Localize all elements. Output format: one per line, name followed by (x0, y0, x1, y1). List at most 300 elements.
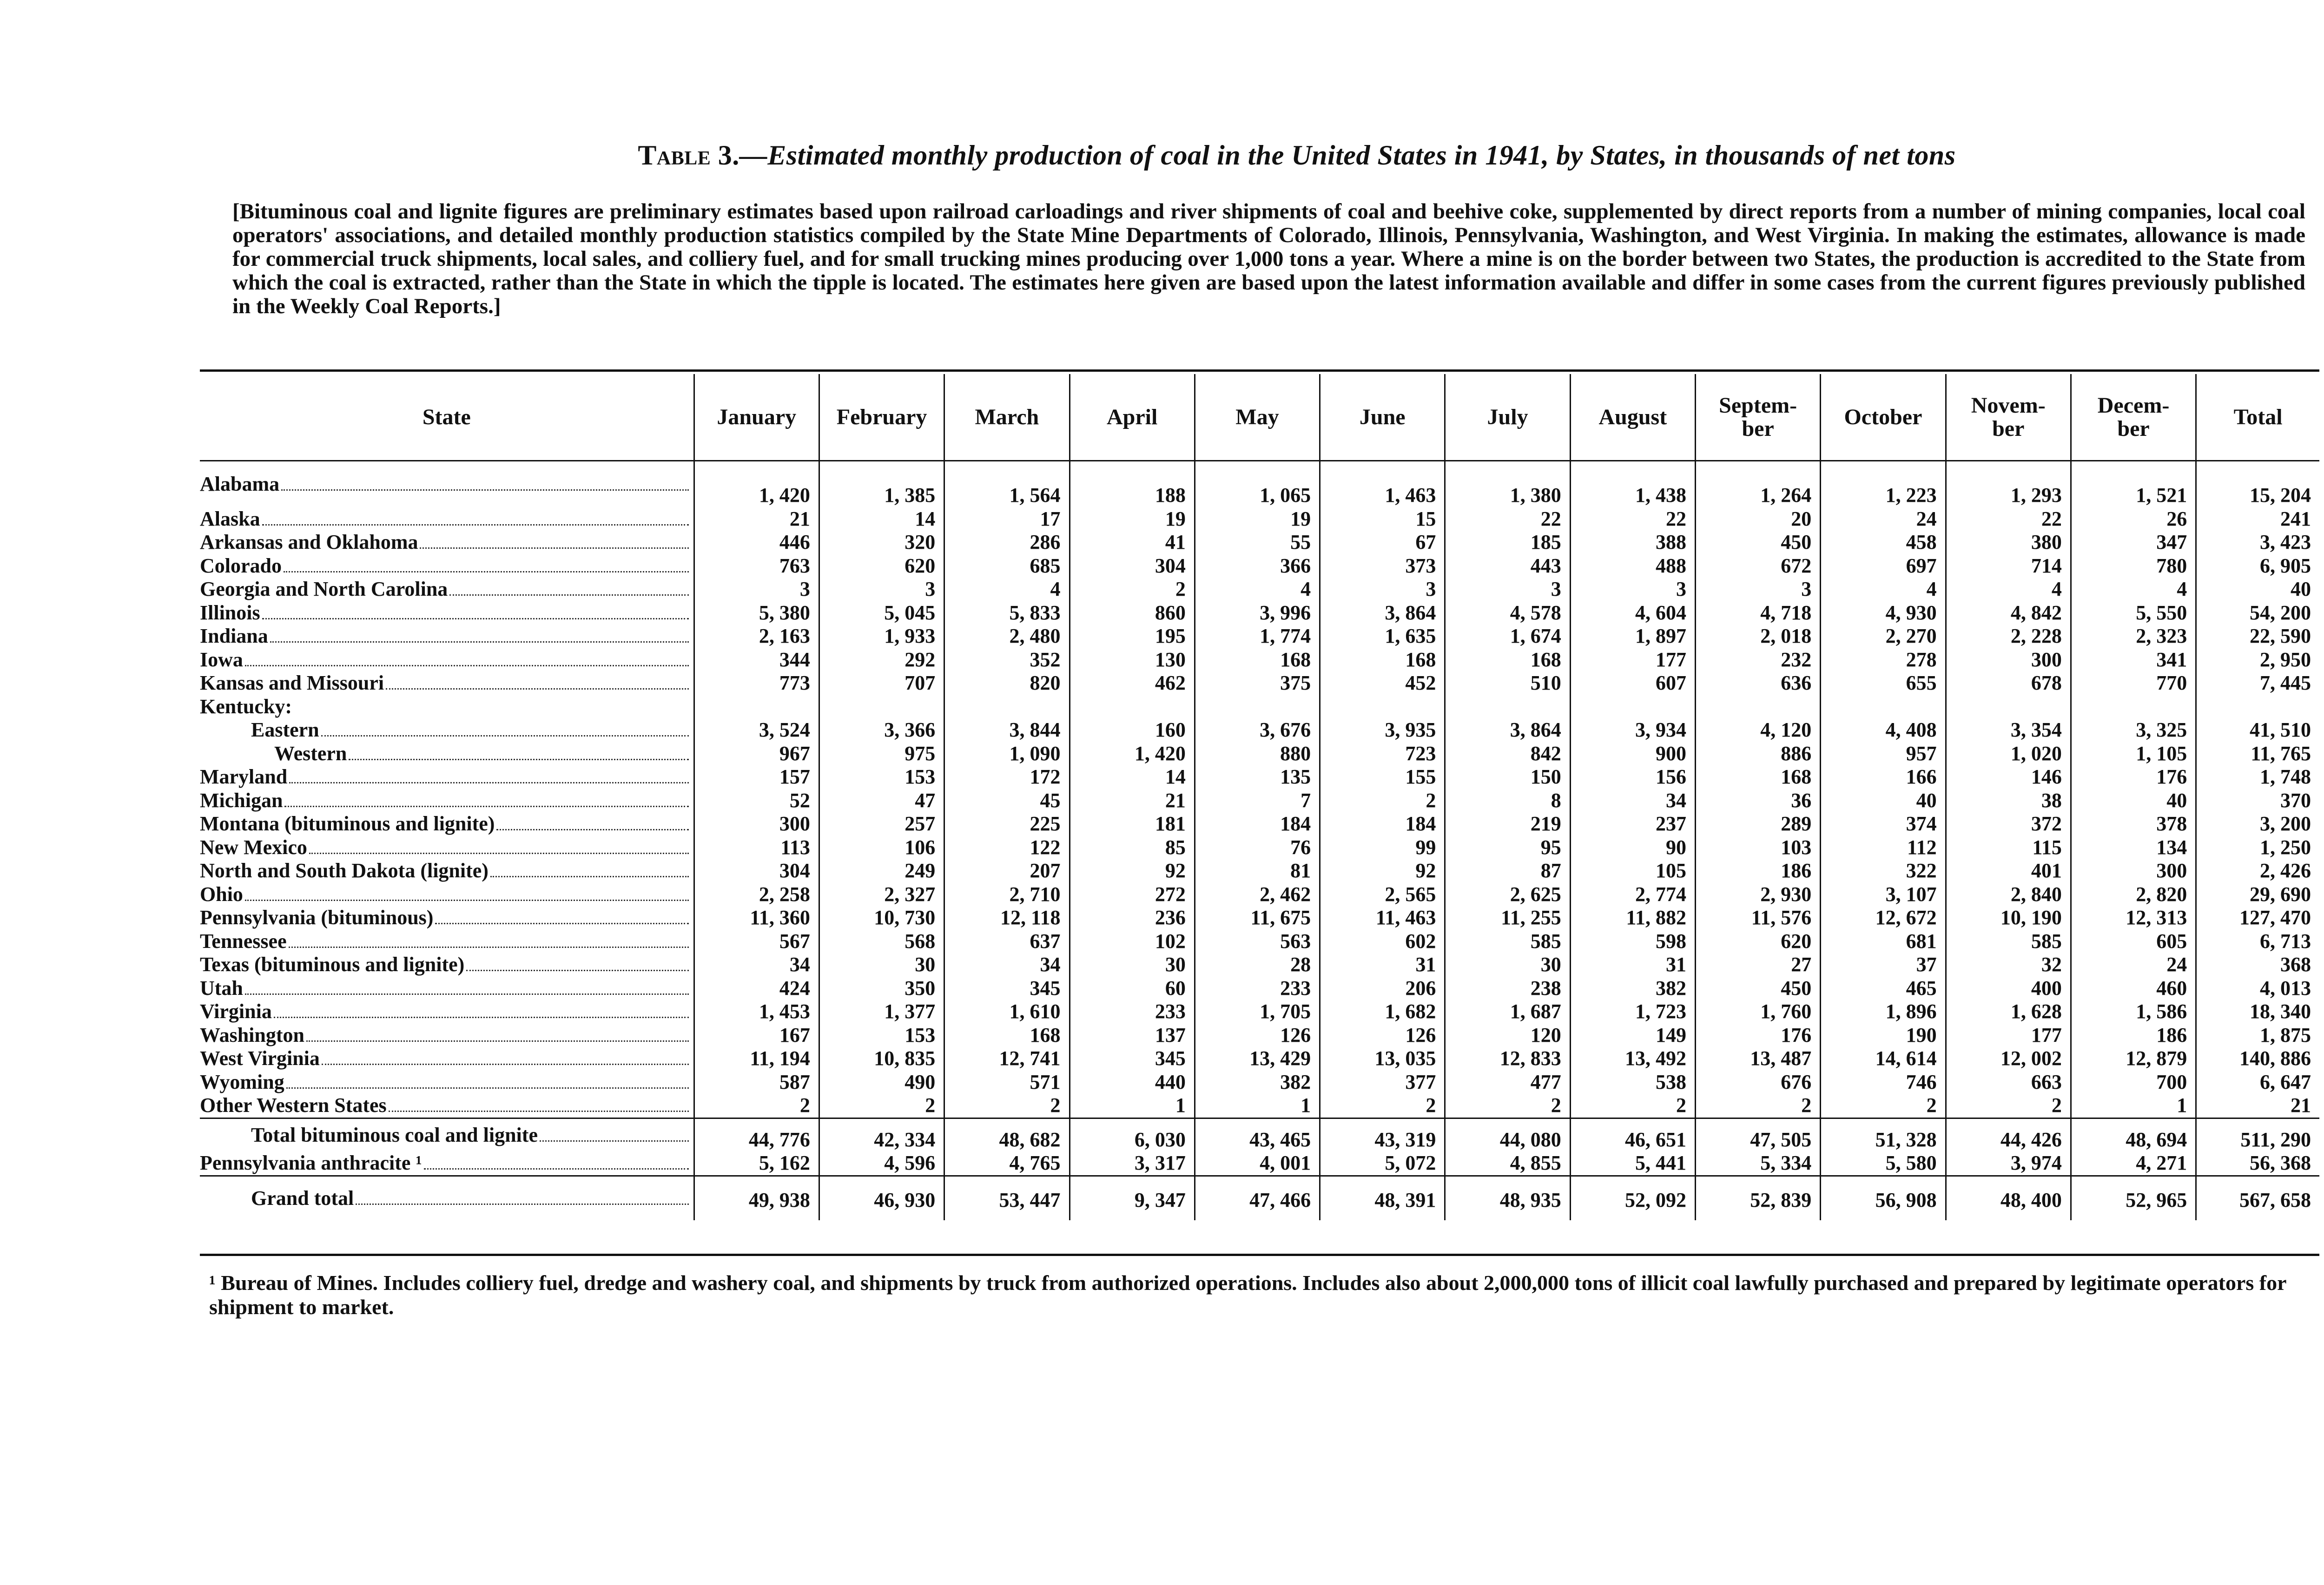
value-cell: 3 (694, 578, 819, 601)
value-cell: 15 (1320, 507, 1445, 531)
value-cell (2071, 695, 2196, 719)
value-cell: 11, 576 (1696, 906, 1821, 930)
value-cell: 232 (1696, 648, 1821, 672)
value-cell: 87 (1445, 859, 1570, 883)
state-name: Eastern (251, 718, 319, 742)
state-name: Utah (200, 976, 243, 1000)
value-cell: 1, 705 (1195, 1000, 1320, 1024)
value-cell: 1 (2071, 1094, 2196, 1118)
table-row (200, 906, 2319, 930)
column-header: October (1821, 374, 1946, 461)
value-cell: 1, 090 (944, 742, 1070, 766)
dot-leader (262, 612, 689, 619)
value-cell: 842 (1445, 742, 1570, 766)
value-cell (1195, 695, 1320, 719)
value-cell: 1, 380 (1445, 461, 1570, 507)
value-cell: 81 (1195, 859, 1320, 883)
value-cell: 378 (2071, 812, 2196, 836)
value-cell: 450 (1696, 531, 1821, 554)
value-cell: 685 (944, 554, 1070, 578)
state-name: Tennessee (200, 929, 287, 953)
table-row (200, 836, 2319, 860)
value-cell: 4, 765 (944, 1151, 1070, 1176)
value-cell: 886 (1696, 742, 1821, 766)
value-cell: 607 (1570, 671, 1695, 695)
value-cell: 22 (1445, 507, 1570, 531)
value-cell: 2 (819, 1094, 944, 1118)
state-cell (200, 930, 694, 954)
value-cell: 375 (1195, 671, 1320, 695)
value-cell: 13, 429 (1195, 1047, 1320, 1071)
value-cell: 1, 264 (1696, 461, 1821, 507)
footnote: ¹ Bureau of Mines. Includes colliery fuel, dredge and washery coal, and shipments by truck from authorized operations. Includes also about 2,000,000 tons of illicit coal lawfully purchased and prepared by legitimate operators for shipment to market. (209, 1271, 2286, 1319)
table-body (200, 461, 2319, 1221)
value-cell: 3 (1570, 578, 1695, 601)
value-cell: 206 (1320, 977, 1445, 1000)
value-cell: 36 (1696, 789, 1821, 813)
value-cell: 345 (944, 977, 1070, 1000)
value-cell: 563 (1195, 930, 1320, 954)
state-name: Ohio (200, 882, 243, 906)
table-row (200, 625, 2319, 648)
state-cell (200, 859, 694, 883)
value-cell: 45 (944, 789, 1070, 813)
value-cell: 3, 317 (1070, 1151, 1195, 1176)
value-cell: 672 (1696, 554, 1821, 578)
value-cell: 1, 453 (694, 1000, 819, 1024)
value-cell: 149 (1570, 1024, 1695, 1047)
dot-leader (289, 776, 688, 783)
value-cell: 184 (1320, 812, 1445, 836)
value-cell: 2, 710 (944, 883, 1070, 907)
value-cell: 153 (819, 765, 944, 789)
table-row (200, 977, 2319, 1000)
value-cell: 176 (2071, 765, 2196, 789)
state-name: Michigan (200, 789, 283, 812)
table-title (205, 139, 2324, 171)
state-cell (200, 718, 694, 742)
value-cell: 1, 420 (1070, 742, 1195, 766)
state-name: Montana (bituminous and lignite) (200, 812, 495, 835)
value-cell: 55 (1195, 531, 1320, 554)
table-row (200, 1047, 2319, 1071)
table-row (200, 1176, 2319, 1220)
value-cell: 27 (1696, 953, 1821, 977)
value-cell (1070, 695, 1195, 719)
dot-leader (496, 822, 688, 830)
value-cell: 424 (694, 977, 819, 1000)
value-cell: 14 (819, 507, 944, 531)
value-cell: 7, 445 (2196, 671, 2319, 695)
state-name: Wyoming (200, 1070, 284, 1093)
value-cell: 56, 908 (1821, 1176, 1946, 1220)
value-cell: 1, 293 (1946, 461, 2071, 507)
value-cell: 300 (2071, 859, 2196, 883)
value-cell: 52, 839 (1696, 1176, 1821, 1220)
value-cell: 52, 965 (2071, 1176, 2196, 1220)
value-cell: 860 (1070, 601, 1195, 625)
value-cell (694, 695, 819, 719)
table-row (200, 554, 2319, 578)
value-cell: 40 (1821, 789, 1946, 813)
value-cell: 233 (1195, 977, 1320, 1000)
bottom-rule (200, 1254, 2319, 1256)
value-cell: 47, 505 (1696, 1118, 1821, 1151)
value-cell: 102 (1070, 930, 1195, 954)
value-cell: 3, 996 (1195, 601, 1320, 625)
state-cell (200, 1024, 694, 1047)
table-row (200, 1071, 2319, 1094)
value-cell: 2, 840 (1946, 883, 2071, 907)
value-cell: 5, 072 (1320, 1151, 1445, 1176)
state-cell (200, 742, 694, 766)
value-cell: 289 (1696, 812, 1821, 836)
value-cell (1696, 695, 1821, 719)
value-cell: 2, 820 (2071, 883, 2196, 907)
state-cell (200, 883, 694, 907)
value-cell: 366 (1195, 554, 1320, 578)
value-cell: 1, 875 (2196, 1024, 2319, 1047)
value-cell: 12, 833 (1445, 1047, 1570, 1071)
value-cell: 350 (819, 977, 944, 1000)
value-cell: 29, 690 (2196, 883, 2319, 907)
value-cell: 44, 080 (1445, 1118, 1570, 1151)
state-cell (200, 695, 694, 719)
state-cell (200, 1151, 694, 1176)
value-cell: 130 (1070, 648, 1195, 672)
value-cell: 17 (944, 507, 1070, 531)
value-cell: 43, 465 (1195, 1118, 1320, 1151)
value-cell: 681 (1821, 930, 1946, 954)
column-header: April (1070, 374, 1195, 461)
value-cell: 90 (1570, 836, 1695, 860)
value-cell: 377 (1320, 1071, 1445, 1094)
value-cell: 900 (1570, 742, 1695, 766)
value-cell: 185 (1445, 531, 1570, 554)
column-header: May (1195, 374, 1320, 461)
value-cell: 975 (819, 742, 944, 766)
value-cell: 700 (2071, 1071, 2196, 1094)
value-cell: 186 (1696, 859, 1821, 883)
value-cell: 176 (1696, 1024, 1821, 1047)
value-cell: 115 (1946, 836, 2071, 860)
value-cell: 112 (1821, 836, 1946, 860)
state-name: Pennsylvania (bituminous) (200, 906, 434, 929)
value-cell: 477 (1445, 1071, 1570, 1094)
value-cell: 157 (694, 765, 819, 789)
value-cell: 14 (1070, 765, 1195, 789)
state-cell (200, 789, 694, 813)
value-cell: 184 (1195, 812, 1320, 836)
value-cell: 49, 938 (694, 1176, 819, 1220)
value-cell: 4, 408 (1821, 718, 1946, 742)
state-cell (200, 1118, 694, 1151)
value-cell: 443 (1445, 554, 1570, 578)
value-cell: 22, 590 (2196, 625, 2319, 648)
value-cell: 373 (1320, 554, 1445, 578)
state-cell (200, 1094, 694, 1118)
value-cell: 44, 426 (1946, 1118, 2071, 1151)
value-cell: 1, 774 (1195, 625, 1320, 648)
value-cell: 52 (694, 789, 819, 813)
value-cell: 1, 635 (1320, 625, 1445, 648)
value-cell: 1, 564 (944, 461, 1070, 507)
value-cell: 1 (1070, 1094, 1195, 1118)
value-cell: 1, 748 (2196, 765, 2319, 789)
value-cell: 4 (1821, 578, 1946, 601)
value-cell: 15, 204 (2196, 461, 2319, 507)
value-cell: 48, 391 (1320, 1176, 1445, 1220)
state-cell (200, 625, 694, 648)
value-cell: 4, 120 (1696, 718, 1821, 742)
value-cell: 2, 018 (1696, 625, 1821, 648)
value-cell: 54, 200 (2196, 601, 2319, 625)
value-cell: 620 (1696, 930, 1821, 954)
value-cell: 22 (1946, 507, 2071, 531)
value-cell: 341 (2071, 648, 2196, 672)
value-cell: 2 (1696, 1094, 1821, 1118)
value-cell: 2, 462 (1195, 883, 1320, 907)
production-table (200, 374, 2319, 1220)
value-cell: 34 (944, 953, 1070, 977)
value-cell: 13, 035 (1320, 1047, 1445, 1071)
state-name: North and South Dakota (lignite) (200, 859, 489, 882)
state-cell (200, 507, 694, 531)
value-cell: 2, 565 (1320, 883, 1445, 907)
value-cell: 568 (819, 930, 944, 954)
value-cell: 167 (694, 1024, 819, 1047)
value-cell: 52, 092 (1570, 1176, 1695, 1220)
value-cell: 10, 730 (819, 906, 944, 930)
dot-leader (262, 518, 689, 526)
value-cell: 2, 327 (819, 883, 944, 907)
value-cell: 763 (694, 554, 819, 578)
value-cell: 113 (694, 836, 819, 860)
value-cell: 602 (1320, 930, 1445, 954)
value-cell: 188 (1070, 461, 1195, 507)
value-cell: 3, 935 (1320, 718, 1445, 742)
value-cell (1445, 695, 1570, 719)
value-cell: 707 (819, 671, 944, 695)
dot-leader (322, 1057, 689, 1065)
table-row (200, 578, 2319, 601)
table-row (200, 1118, 2319, 1151)
value-cell: 1, 760 (1696, 1000, 1821, 1024)
value-cell: 5, 580 (1821, 1151, 1946, 1176)
value-cell: 4, 578 (1445, 601, 1570, 625)
value-cell: 780 (2071, 554, 2196, 578)
value-cell: 2, 480 (944, 625, 1070, 648)
value-cell: 18, 340 (2196, 1000, 2319, 1024)
value-cell: 2, 774 (1570, 883, 1695, 907)
value-cell: 388 (1570, 531, 1695, 554)
value-cell: 3, 676 (1195, 718, 1320, 742)
value-cell: 4, 930 (1821, 601, 1946, 625)
value-cell: 304 (1070, 554, 1195, 578)
value-cell: 122 (944, 836, 1070, 860)
state-name: Illinois (200, 601, 260, 624)
dot-leader (420, 541, 688, 549)
value-cell: 48, 400 (1946, 1176, 2071, 1220)
value-cell: 382 (1570, 977, 1695, 1000)
value-cell: 571 (944, 1071, 1070, 1094)
value-cell: 32 (1946, 953, 2071, 977)
value-cell: 300 (1946, 648, 2071, 672)
state-name: Alabama (200, 473, 280, 496)
value-cell: 40 (2071, 789, 2196, 813)
state-cell (200, 977, 694, 1000)
value-cell: 458 (1821, 531, 1946, 554)
value-cell: 238 (1445, 977, 1570, 1000)
value-cell: 1, 723 (1570, 1000, 1695, 1024)
value-cell: 12, 118 (944, 906, 1070, 930)
value-cell: 153 (819, 1024, 944, 1047)
value-cell: 10, 190 (1946, 906, 2071, 930)
value-cell: 99 (1320, 836, 1445, 860)
value-cell: 56, 368 (2196, 1151, 2319, 1176)
value-cell: 2 (1320, 1094, 1445, 1118)
value-cell: 13, 492 (1570, 1047, 1695, 1071)
value-cell: 770 (2071, 671, 2196, 695)
value-cell: 2, 163 (694, 625, 819, 648)
value-cell: 177 (1570, 648, 1695, 672)
table-row (200, 789, 2319, 813)
value-cell: 76 (1195, 836, 1320, 860)
value-cell: 10, 835 (819, 1047, 944, 1071)
value-cell: 135 (1195, 765, 1320, 789)
column-header: Total (2196, 374, 2319, 461)
value-cell: 2 (1946, 1094, 2071, 1118)
value-cell: 2 (1821, 1094, 1946, 1118)
value-cell: 370 (2196, 789, 2319, 813)
value-cell: 233 (1070, 1000, 1195, 1024)
value-cell: 172 (944, 765, 1070, 789)
state-cell (200, 601, 694, 625)
value-cell: 605 (2071, 930, 2196, 954)
value-cell: 46, 651 (1570, 1118, 1695, 1151)
state-cell (200, 578, 694, 601)
table-row (200, 695, 2319, 719)
value-cell: 95 (1445, 836, 1570, 860)
value-cell: 1, 682 (1320, 1000, 1445, 1024)
value-cell: 4, 842 (1946, 601, 2071, 625)
value-cell: 34 (694, 953, 819, 977)
value-cell: 3, 974 (1946, 1151, 2071, 1176)
dot-leader (284, 565, 689, 572)
value-cell: 2, 950 (2196, 648, 2319, 672)
value-cell: 292 (819, 648, 944, 672)
table-row (200, 1000, 2319, 1024)
value-cell: 746 (1821, 1071, 1946, 1094)
value-cell: 3 (1445, 578, 1570, 601)
value-cell: 28 (1195, 953, 1320, 977)
value-cell: 1, 223 (1821, 461, 1946, 507)
value-cell: 1, 377 (819, 1000, 944, 1024)
value-cell: 440 (1070, 1071, 1195, 1094)
value-cell: 1, 586 (2071, 1000, 2196, 1024)
value-cell: 186 (2071, 1024, 2196, 1047)
dot-leader (306, 1034, 689, 1042)
value-cell: 155 (1320, 765, 1445, 789)
value-cell: 105 (1570, 859, 1695, 883)
value-cell: 257 (819, 812, 944, 836)
value-cell: 219 (1445, 812, 1570, 836)
value-cell (944, 695, 1070, 719)
column-header: Novem- ber (1946, 374, 2071, 461)
column-header-state: State (200, 374, 694, 461)
value-cell: 40 (2196, 578, 2319, 601)
table-row (200, 953, 2319, 977)
value-cell: 168 (1320, 648, 1445, 672)
value-cell: 6, 030 (1070, 1118, 1195, 1151)
state-name: Pennsylvania anthracite ¹ (200, 1151, 422, 1175)
column-header: January (694, 374, 819, 461)
value-cell: 511, 290 (2196, 1118, 2319, 1151)
dot-leader (386, 682, 689, 690)
state-cell (200, 906, 694, 930)
value-cell: 67 (1320, 531, 1445, 554)
value-cell: 48, 935 (1445, 1176, 1570, 1220)
value-cell: 5, 045 (819, 601, 944, 625)
dot-leader (356, 1197, 688, 1205)
value-cell: 12, 672 (1821, 906, 1946, 930)
value-cell: 11, 675 (1195, 906, 1320, 930)
value-cell: 345 (1070, 1047, 1195, 1071)
value-cell: 166 (1821, 765, 1946, 789)
dot-leader (270, 635, 689, 643)
value-cell: 2, 930 (1696, 883, 1821, 907)
value-cell: 300 (694, 812, 819, 836)
value-cell: 31 (1320, 953, 1445, 977)
value-cell: 168 (1195, 648, 1320, 672)
table-row (200, 648, 2319, 672)
value-cell: 30 (819, 953, 944, 977)
value-cell: 4, 604 (1570, 601, 1695, 625)
state-name: Other Western States (200, 1094, 387, 1117)
value-cell: 957 (1821, 742, 1946, 766)
value-cell: 225 (944, 812, 1070, 836)
state-name: Colorado (200, 554, 282, 577)
dot-leader (540, 1134, 689, 1142)
value-cell: 126 (1195, 1024, 1320, 1047)
dot-leader (284, 799, 688, 807)
value-cell: 2 (694, 1094, 819, 1118)
state-cell (200, 812, 694, 836)
value-cell: 177 (1946, 1024, 2071, 1047)
value-cell: 4, 001 (1195, 1151, 1320, 1176)
value-cell: 820 (944, 671, 1070, 695)
value-cell: 103 (1696, 836, 1821, 860)
table-row (200, 859, 2319, 883)
value-cell: 3, 864 (1320, 601, 1445, 625)
value-cell: 382 (1195, 1071, 1320, 1094)
dot-leader (245, 893, 689, 901)
value-cell: 465 (1821, 977, 1946, 1000)
dot-leader (286, 1081, 689, 1089)
value-cell: 21 (2196, 1094, 2319, 1118)
value-cell: 4 (1946, 578, 2071, 601)
value-cell: 401 (1946, 859, 2071, 883)
column-header: Decem- ber (2071, 374, 2196, 461)
table-row (200, 1024, 2319, 1047)
state-name: Indiana (200, 625, 268, 648)
value-cell: 156 (1570, 765, 1695, 789)
value-cell: 678 (1946, 671, 2071, 695)
value-cell: 3 (1320, 578, 1445, 601)
value-cell: 92 (1320, 859, 1445, 883)
value-cell: 3, 366 (819, 718, 944, 742)
value-cell: 1, 105 (2071, 742, 2196, 766)
